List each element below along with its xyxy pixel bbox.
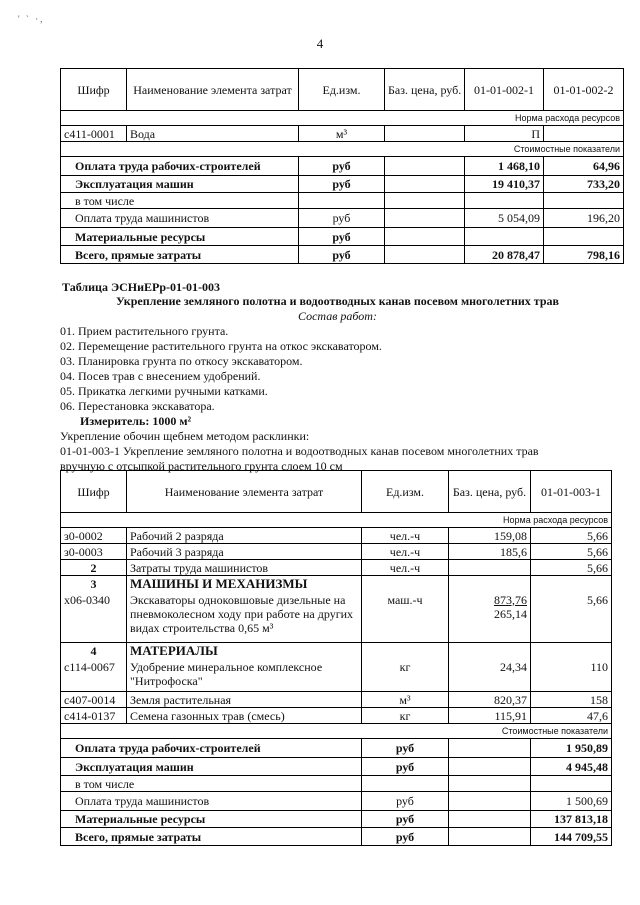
table-cell [385, 228, 465, 246]
section-row-materials [61, 643, 612, 660]
table-cell: 733,20 [544, 176, 624, 193]
table-cell: в том числе [61, 193, 299, 209]
table-cell [385, 176, 465, 193]
table-cell: 4 [61, 643, 127, 660]
table-cell: с114-0067 [61, 660, 127, 692]
table-cell: Наименование элемента затрат [127, 471, 362, 513]
table-row [61, 708, 612, 724]
table-row [61, 692, 612, 708]
table-cell: 115,91 [449, 708, 531, 724]
table-cell [465, 228, 544, 246]
table-cell [449, 811, 531, 828]
list-item: 06. Перестановка экскаватора. [60, 399, 215, 413]
table1-header [61, 69, 624, 111]
subtitle: Укрепление обочин щебнем методом расклинки: [60, 429, 310, 443]
table-cell: 2 [61, 560, 127, 576]
table-cell: з0-0003 [61, 544, 127, 560]
table-cell: 144 709,55 [531, 828, 612, 846]
table-row [61, 157, 624, 176]
table-cell [362, 776, 449, 792]
table-cell: Всего, прямые затраты [61, 828, 362, 846]
measurer: Измеритель: 1000 м² [80, 414, 192, 428]
steps-list [60, 324, 382, 414]
table-row [61, 724, 612, 739]
table-cell: с411-0001 [61, 126, 127, 142]
table-cell: чел.-ч [362, 544, 449, 560]
table-cell: кг [362, 660, 449, 692]
table-cell: Рабочий 3 разряда [127, 544, 362, 560]
table-cell: руб [299, 246, 385, 264]
table-cell: 1 950,89 [531, 739, 612, 758]
table-cell: Всего, прямые затраты [61, 246, 299, 264]
table-cell [544, 228, 624, 246]
table-cell: 798,16 [544, 246, 624, 264]
table-row [61, 792, 612, 811]
table-cell [531, 643, 612, 660]
list-item: 03. Планировка грунта по откосу экскаватором. [60, 354, 303, 368]
table-cell: х06-0340 [61, 593, 127, 643]
table-cell [531, 776, 612, 792]
table-cell [385, 209, 465, 228]
table-row [61, 544, 612, 560]
table-cell: 196,20 [544, 209, 624, 228]
table-cell: Оплата труда рабочих-строителей [61, 739, 362, 758]
composition-label: Состав работ: [298, 309, 377, 323]
section-title: Укрепление земляного полотна и водоотводных канав посевом многолетних трав [115, 294, 560, 308]
table-row [61, 528, 612, 544]
header-name: Наименование элемента затрат [127, 69, 299, 111]
list-item: 04. Посев трав с внесением удобрений. [60, 369, 261, 383]
table-cell: Затраты труда машинистов [127, 560, 362, 576]
table-row [61, 209, 624, 228]
table-cell: Материальные ресурсы [61, 228, 299, 246]
cost-label: Стоимостные показатели [61, 724, 612, 739]
table-row [61, 228, 624, 246]
table-cell: Семена газонных трав (смесь) [127, 708, 362, 724]
header-unit: Ед.изм. [299, 69, 385, 111]
table-cell: Эксплуатация машин [61, 758, 362, 776]
table-cell: в том числе [61, 776, 362, 792]
description-line1: 01-01-003-1 Укрепление земляного полотна и водоотводных канав посевом многолетних трав [60, 444, 539, 458]
table-cell [449, 758, 531, 776]
table-cell [299, 193, 385, 209]
header-col1: 01-01-002-1 [465, 69, 544, 111]
section-row-machines [61, 576, 612, 593]
table-cell: 5,66 [531, 544, 612, 560]
table-cell: 4 945,48 [531, 758, 612, 776]
table-cell [385, 193, 465, 209]
table-cell [449, 643, 531, 660]
table-cell [449, 828, 531, 846]
table-cell: 820,37 [449, 692, 531, 708]
table-cell: Баз. цена, руб. [449, 471, 531, 513]
header-col2: 01-01-002-2 [544, 69, 624, 111]
table-cell [385, 126, 465, 142]
list-item: 01. Прием растительного грунта. [60, 324, 229, 338]
table-cell: Шифр [61, 471, 127, 513]
table-row [61, 758, 612, 776]
table-cell: Земля растительная [127, 692, 362, 708]
list-item: 05. Прикатка легкими ручными катками. [60, 384, 268, 398]
table-cell: 5 054,09 [465, 209, 544, 228]
table-cell: Рабочий 2 разряда [127, 528, 362, 544]
table-cell: руб [362, 828, 449, 846]
table-row [61, 811, 612, 828]
description-line2: вручную с отсыпкой растительного грунта слоем 10 см [60, 459, 343, 473]
table-cell: кг [362, 708, 449, 724]
table-cell: 64,96 [544, 157, 624, 176]
table-cell: Эксплуатация машин [61, 176, 299, 193]
table-cell: чел.-ч [362, 560, 449, 576]
table-row [61, 193, 624, 209]
table-cell: руб [362, 739, 449, 758]
table-cell [362, 643, 449, 660]
resource-norm-label: Норма расхода ресурсов [61, 111, 624, 126]
table-row [61, 660, 612, 692]
table-cell: Оплата труда машинистов [61, 209, 299, 228]
table-id: Таблица ЭСНиЕРр-01-01-003 [62, 280, 221, 294]
table-row [61, 828, 612, 846]
table-cell [544, 126, 624, 142]
table-cell: 19 410,37 [465, 176, 544, 193]
table-cell: 1 468,10 [465, 157, 544, 176]
table-row [61, 111, 624, 126]
table-cell [385, 246, 465, 264]
table-row [61, 142, 624, 157]
header-code: Шифр [61, 69, 127, 111]
table-resources-01-01-002 [60, 68, 624, 264]
table-cell: 5,66 [531, 528, 612, 544]
table-cell [531, 576, 612, 593]
table-cell: Удобрение минеральное комплексное "Нитрофоска" [127, 660, 362, 692]
page-number: 4 [316, 36, 324, 51]
table2-header [61, 471, 612, 513]
machine-price1: 873,76 [494, 592, 527, 607]
table-cell: 3 [61, 576, 127, 593]
table-cell [465, 193, 544, 209]
cost-label: Стоимостные показатели [61, 142, 624, 157]
table-cell: Материальные ресурсы [61, 811, 362, 828]
table-row [61, 776, 612, 792]
table-row [61, 246, 624, 264]
table-cell: П [465, 126, 544, 142]
table-cell: 20 878,47 [465, 246, 544, 264]
list-item: 02. Перемещение растительного грунта на откос экскаватором. [60, 339, 382, 353]
table-cell: руб [362, 811, 449, 828]
table-cell: м³ [299, 126, 385, 142]
table-cell: 5,66 [531, 560, 612, 576]
corner-marks: ' ` ·, [18, 14, 45, 24]
table-cell: руб [362, 792, 449, 811]
table-cell [449, 576, 531, 593]
table-cell: 1 500,69 [531, 792, 612, 811]
table-cell [544, 193, 624, 209]
header-price: Баз. цена, руб. [385, 69, 465, 111]
table-cell: с414-0137 [61, 708, 127, 724]
table-cell: 159,08 [449, 528, 531, 544]
table-cell [449, 593, 531, 643]
table-cell: 01-01-003-1 [531, 471, 612, 513]
table-row [61, 560, 612, 576]
table-resources-01-01-003 [60, 470, 612, 846]
table-cell: м³ [362, 692, 449, 708]
table-cell: 110 [531, 660, 612, 692]
table-cell: Оплата труда рабочих-строителей [61, 157, 299, 176]
table-cell: 47,6 [531, 708, 612, 724]
table-cell: Ед.изм. [362, 471, 449, 513]
table-cell: руб [299, 228, 385, 246]
table-cell [449, 739, 531, 758]
table-cell: маш.-ч [362, 593, 449, 643]
table-row [61, 176, 624, 193]
table-cell [449, 776, 531, 792]
table-cell: МАШИНЫ И МЕХАНИЗМЫ [127, 576, 362, 593]
table-cell: руб [299, 157, 385, 176]
table-cell: МАТЕРИАЛЫ [127, 643, 362, 660]
table-row [61, 513, 612, 528]
table-cell: 185,6 [449, 544, 531, 560]
table-cell: Вода [127, 126, 299, 142]
table-cell: з0-0002 [61, 528, 127, 544]
table-cell: чел.-ч [362, 528, 449, 544]
table-cell [362, 576, 449, 593]
table-cell: 5,66 [531, 593, 612, 643]
table-cell: руб [299, 209, 385, 228]
table-row [61, 593, 612, 643]
table-cell: руб [362, 758, 449, 776]
table-cell [385, 157, 465, 176]
table-cell: Оплата труда машинистов [61, 792, 362, 811]
table-cell: 24,34 [449, 660, 531, 692]
table-row [61, 739, 612, 758]
table-cell: 158 [531, 692, 612, 708]
resource-norm-label: Норма расхода ресурсов [61, 513, 612, 528]
table-cell [449, 792, 531, 811]
table-cell: руб [299, 176, 385, 193]
table-row [61, 126, 624, 142]
table-cell: с407-0014 [61, 692, 127, 708]
table-cell: 137 813,18 [531, 811, 612, 828]
table-cell [449, 560, 531, 576]
table-cell: Экскаваторы одноковшовые дизельные на пневмоколесном ходу при работе на других видах строительства 0,65 м³ [127, 593, 362, 643]
machine-price2: 265,14 [494, 606, 527, 621]
